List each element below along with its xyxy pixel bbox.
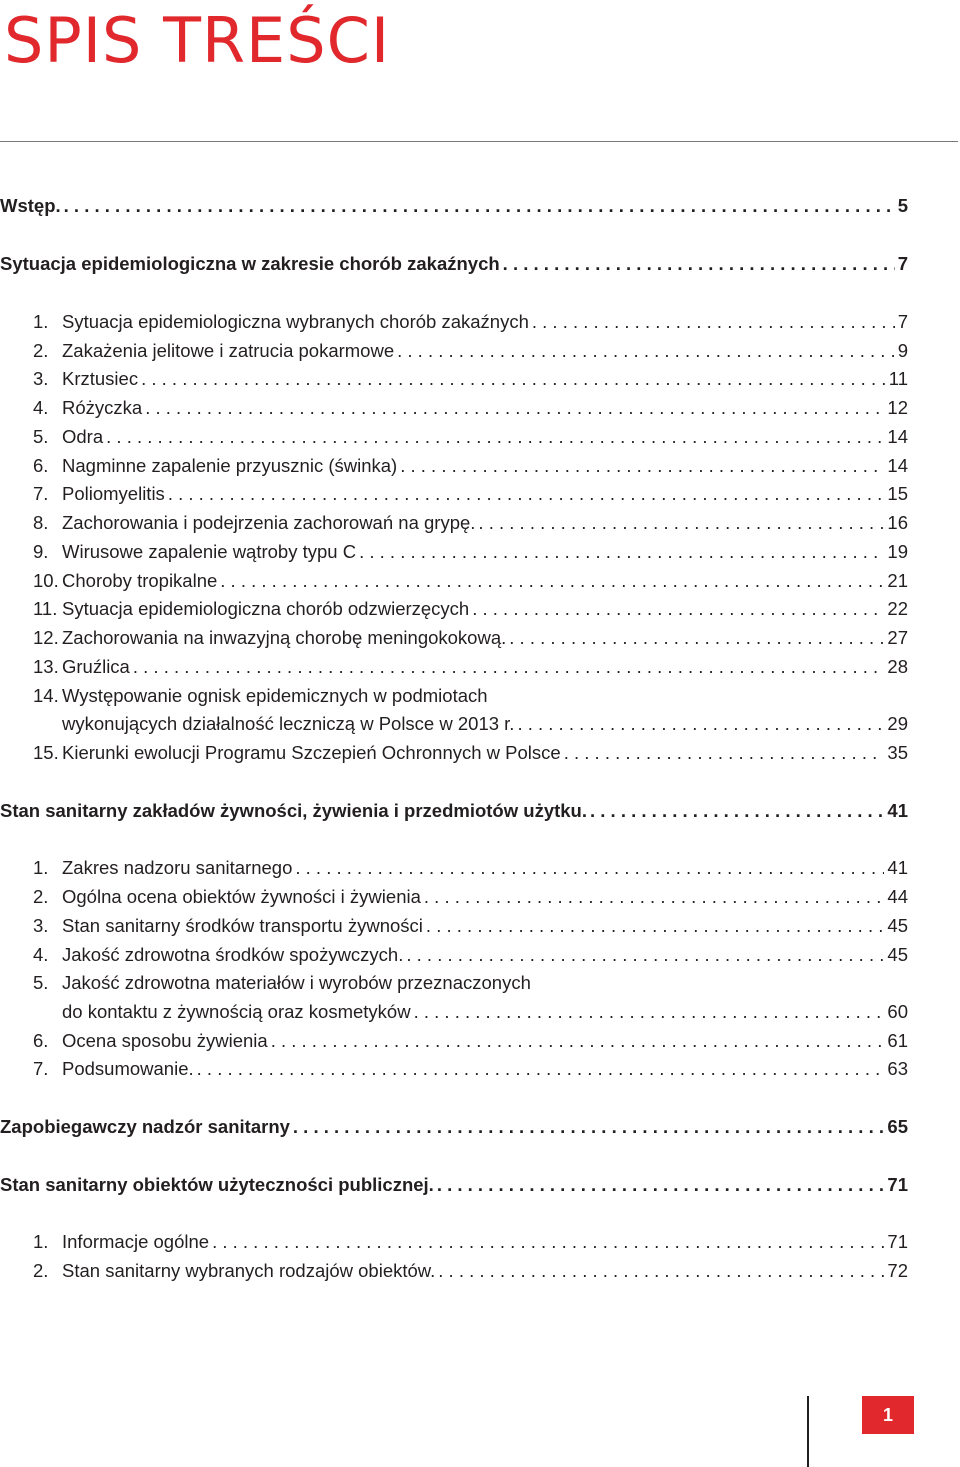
toc-page-number: 71 [887, 1174, 908, 1195]
toc-item-label: Kierunki ewolucji Programu Szczepień Ochronnych w Polsce [62, 742, 561, 763]
toc-item-number: 2. [33, 1260, 49, 1281]
dot-leader [271, 1030, 885, 1052]
toc-item-label: Informacje ogólne [62, 1231, 210, 1252]
toc-item-number: 11. [33, 598, 58, 619]
toc-item-number: 1. [33, 857, 49, 878]
toc-page-number: 45 [887, 944, 908, 965]
toc-page-number: 60 [887, 1001, 908, 1022]
toc-item[interactable] [33, 1058, 908, 1084]
toc-item-continuation[interactable] [33, 1001, 908, 1027]
toc-item-label: Choroby tropikalne [62, 570, 218, 591]
toc-page-number: 65 [887, 1116, 908, 1137]
toc-item[interactable] [33, 397, 908, 423]
toc-item[interactable] [33, 886, 908, 912]
toc-section-public-facilities[interactable] [0, 1174, 908, 1200]
toc-item[interactable] [33, 311, 908, 337]
toc-item-number: 4. [33, 397, 49, 418]
toc-item-label: Jakość zdrowotna środków spożywczych. [62, 944, 404, 965]
dot-leader [145, 397, 884, 419]
toc-section-food-safety[interactable] [0, 800, 908, 826]
toc-item[interactable] [33, 742, 908, 768]
toc-item-label: Zachorowania i podejrzenia zachorowań na grypę. [62, 512, 476, 533]
dot-leader [359, 541, 884, 563]
dot-leader [426, 915, 885, 937]
toc-item[interactable] [33, 512, 908, 538]
dot-leader [133, 656, 885, 678]
toc-item-number: 14. [33, 685, 59, 706]
toc-item-number: 1. [33, 1231, 49, 1252]
dot-leader [414, 1001, 885, 1023]
toc-item[interactable] [33, 483, 908, 509]
dot-leader [397, 340, 895, 362]
toc-page-number: 41 [887, 800, 908, 821]
toc-item-label: Wirusowe zapalenie wątroby typu C [62, 541, 357, 562]
toc-section-wstep[interactable] [0, 195, 908, 221]
toc-page-number: 7 [897, 311, 908, 332]
toc-item-label: Ocena sposobu żywienia [62, 1030, 268, 1051]
toc-page-number: 14 [887, 426, 908, 447]
toc-item[interactable] [33, 368, 908, 394]
toc-page-number: 45 [887, 915, 908, 936]
toc-item-continuation[interactable] [33, 713, 908, 739]
toc-page-number: 71 [887, 1231, 908, 1252]
toc-item-label: Występowanie ognisk epidemicznych w podmiotach [62, 685, 488, 706]
toc-item-label: Różyczka [62, 397, 143, 418]
dot-leader [197, 1058, 885, 1080]
toc-item-number: 6. [33, 455, 49, 476]
dot-leader [168, 483, 885, 505]
toc-item-label: Stan sanitarny wybranych rodzajów obiektów. [62, 1260, 436, 1281]
toc-item-number: 8. [33, 512, 49, 533]
dot-leader [64, 195, 895, 217]
dot-leader [509, 627, 884, 649]
toc-page-number: 14 [887, 455, 908, 476]
toc-item-number: 7. [33, 483, 49, 504]
toc-page-number: 9 [897, 340, 908, 361]
toc-item-number: 5. [33, 972, 49, 993]
title-divider [0, 141, 958, 142]
toc-item[interactable] [33, 656, 908, 682]
toc-item-label: Jakość zdrowotna materiałów i wyrobów przeznaczonych [62, 972, 531, 993]
toc-page-number: 28 [887, 656, 908, 677]
dot-leader [406, 944, 884, 966]
toc-item[interactable] [33, 426, 908, 452]
toc-item-number: 9. [33, 541, 49, 562]
toc-item-label: Zachorowania na inwazyjną chorobę meningokokową. [62, 627, 507, 648]
toc-item-label: Stan sanitarny środków transportu żywności [62, 915, 423, 936]
toc-item[interactable] [33, 627, 908, 653]
toc-section-label: Wstęp. [0, 195, 61, 216]
dot-leader [438, 1260, 884, 1282]
dot-leader [532, 311, 895, 333]
toc-page-number: 15 [887, 483, 908, 504]
dot-leader [503, 253, 895, 275]
toc-page-number: 5 [897, 195, 908, 216]
toc-item[interactable] [33, 340, 908, 366]
toc-section-label: Stan sanitarny zakładów żywności, żywienia i przedmiotów użytku. [0, 800, 587, 821]
toc-item-label: Sytuacja epidemiologiczna wybranych chorób zakaźnych [62, 311, 529, 332]
toc-page-number: 12 [887, 397, 908, 418]
dot-leader [472, 598, 884, 620]
toc-item-number: 3. [33, 368, 49, 389]
toc-page-number: 22 [887, 598, 908, 619]
toc-item-number: 2. [33, 886, 49, 907]
toc-item[interactable] [33, 972, 908, 998]
toc-page-number: 27 [887, 627, 908, 648]
dot-leader [400, 455, 884, 477]
toc-page-number: 16 [887, 512, 908, 533]
toc-item-label: Zakres nadzoru sanitarnego [62, 857, 293, 878]
dot-leader [220, 570, 884, 592]
toc-item-number: 12. [33, 627, 59, 648]
toc-item[interactable] [33, 685, 908, 711]
toc-page-number: 11 [888, 368, 908, 389]
footer-divider [807, 1396, 809, 1467]
toc-item-label: Nagminne zapalenie przyusznic (świnka) [62, 455, 398, 476]
toc-item-label-continued: do kontaktu z żywnością oraz kosmetyków [62, 1001, 411, 1022]
toc-item[interactable] [33, 455, 908, 481]
toc-page-number: 29 [887, 713, 908, 734]
toc-item[interactable] [33, 1260, 908, 1286]
toc-item-label: Krztusiec [62, 368, 139, 389]
toc-item[interactable] [33, 944, 908, 970]
toc-item-number: 6. [33, 1030, 49, 1051]
toc-item-label-continued: wykonujących działalność leczniczą w Polsce w 2013 r. [62, 713, 515, 734]
toc-item-number: 7. [33, 1058, 49, 1079]
toc-item-label: Sytuacja epidemiologiczna chorób odzwierzęcych [62, 598, 470, 619]
toc-item[interactable] [33, 857, 908, 883]
dot-leader [212, 1231, 884, 1253]
dot-leader [590, 800, 884, 822]
dot-leader [437, 1174, 885, 1196]
toc-item-label: Poliomyelitis [62, 483, 165, 504]
toc-item-number: 2. [33, 340, 49, 361]
page-number-badge: 1 [862, 1396, 914, 1434]
toc-item[interactable] [33, 1231, 908, 1257]
toc-item-number: 10. [33, 570, 59, 591]
toc-item[interactable] [33, 1030, 908, 1056]
toc-page-number: 35 [887, 742, 908, 763]
toc-item[interactable] [33, 541, 908, 567]
toc-section-epidemiology[interactable] [0, 253, 908, 279]
toc-item[interactable] [33, 598, 908, 624]
toc-page-number: 41 [887, 857, 908, 878]
dot-leader [478, 512, 884, 534]
toc-item-number: 13. [33, 656, 59, 677]
toc-section-label: Stan sanitarny obiektów użyteczności publicznej. [0, 1174, 434, 1195]
toc-item-number: 5. [33, 426, 49, 447]
toc-page-number: 63 [887, 1058, 908, 1079]
toc-item-label: Odra [62, 426, 104, 447]
toc-item[interactable] [33, 915, 908, 941]
toc-page-number: 72 [887, 1260, 908, 1281]
dot-leader [293, 1116, 885, 1138]
dot-leader [424, 886, 885, 908]
toc-item-label: Podsumowanie. [62, 1058, 194, 1079]
dot-leader [106, 426, 884, 448]
dot-leader [517, 713, 884, 735]
toc-item-label: Ogólna ocena obiektów żywności i żywienia [62, 886, 421, 907]
page-title: SPIS TREŚCI [4, 4, 391, 77]
toc-page-number: 19 [887, 541, 908, 562]
toc-item[interactable] [33, 570, 908, 596]
dot-leader [564, 742, 885, 764]
toc-page-number: 61 [887, 1030, 908, 1051]
toc-item-label: Zakażenia jelitowe i zatrucia pokarmowe [62, 340, 395, 361]
toc-page-number: 7 [897, 253, 908, 274]
dot-leader [295, 857, 884, 879]
toc-section-preventive-supervision[interactable] [0, 1116, 908, 1142]
dot-leader [141, 368, 886, 390]
toc-section-label: Sytuacja epidemiologiczna w zakresie chorób zakaźnych [0, 253, 500, 274]
toc-item-number: 15. [33, 742, 59, 763]
toc-page-number: 44 [887, 886, 908, 907]
toc-section-label: Zapobiegawczy nadzór sanitarny [0, 1116, 290, 1137]
toc-item-number: 3. [33, 915, 49, 936]
toc-page-number: 21 [887, 570, 908, 591]
toc-item-label: Gruźlica [62, 656, 130, 677]
toc-item-number: 1. [33, 311, 49, 332]
toc-item-number: 4. [33, 944, 49, 965]
